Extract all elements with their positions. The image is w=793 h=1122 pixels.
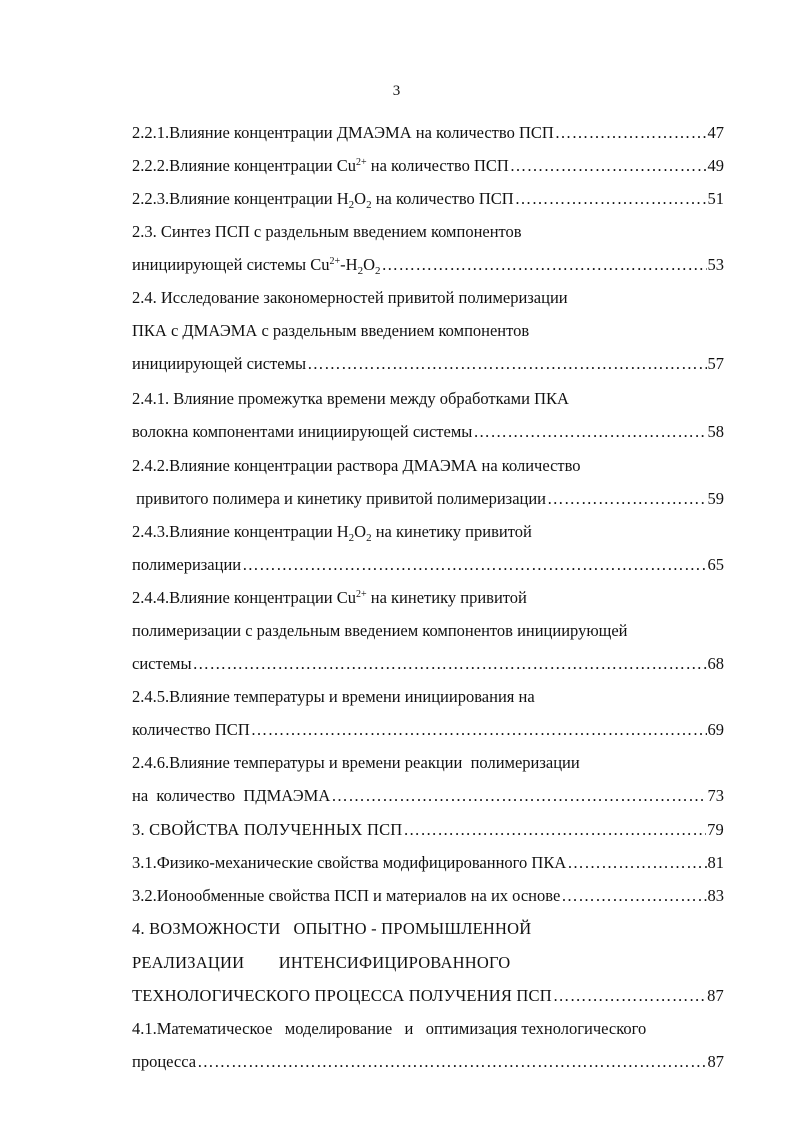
leader-dots	[510, 156, 707, 176]
toc-entry-2-4-1-line1: 2.4.1. Влияние промежутка времени между обработками ПКА	[132, 389, 569, 408]
entry-page: 81	[707, 853, 724, 872]
entry-title: инициирующей системы $Cu^{2+}-H_2O_2$	[132, 255, 381, 277]
entry-title: 2.2.2.Влияние концентрации $Cu^{2+}$ на количество ПСП	[132, 156, 509, 175]
entry-page: 69	[707, 720, 724, 739]
leader-dots	[555, 123, 707, 143]
toc-entry-2-2-3	[132, 189, 724, 211]
toc-entry-2-4-2-line2	[132, 489, 724, 509]
toc-entry-4-1-line2	[132, 1052, 724, 1072]
toc-entry-3-1	[132, 853, 724, 873]
superscript: 2+	[356, 157, 367, 168]
leader-dots	[547, 489, 706, 509]
page-number: 3	[392, 83, 401, 99]
entry-title: 3. СВОЙСТВА ПОЛУЧЕННЫХ ПСП	[132, 820, 403, 839]
toc-entry-2-4-1-line2	[132, 422, 724, 442]
entry-title: волокна компонентами инициирующей системы	[132, 422, 473, 441]
entry-title: 3.2.Ионообменные свойства ПСП и материалов на их основе	[132, 886, 561, 905]
leader-dots	[193, 654, 707, 674]
entry-title: инициирующей системы	[132, 354, 307, 373]
entry-page: 49	[707, 156, 724, 175]
entry-title: привитого полимера и кинетику привитой полимеризации	[132, 489, 547, 508]
toc-entry-2-4-3-line1: 2.4.3.Влияние концентрации $H_2O_2$ на кинетику привитой	[132, 522, 532, 544]
leader-dots	[567, 853, 706, 873]
leader-dots	[561, 886, 706, 906]
toc-entry-2-4-4-line3	[132, 654, 724, 674]
toc-entry-2-4-5-line1: 2.4.5.Влияние температуры и времени инициирования на	[132, 687, 535, 706]
toc-entry-2-4-3-line2	[132, 555, 724, 575]
toc-entry-2-4-4-line2: полимеризации с раздельным введением компонентов инициирующей	[132, 621, 628, 640]
toc-entry-4-line3	[132, 986, 724, 1006]
entry-page: 51	[707, 189, 724, 208]
toc-entry-2-4-line2: ПКА с ДМАЭМА с раздельным введением компонентов	[132, 321, 530, 340]
toc-entry-4-line1: 4. ВОЗМОЖНОСТИ ОПЫТНО - ПРОМЫШЛЕННОЙ	[132, 919, 532, 938]
toc-entry-3	[132, 820, 724, 840]
leader-dots	[331, 786, 706, 806]
toc-entry-2-4-4-line1: 2.4.4.Влияние концентрации $Cu^{2+}$ на кинетику привитой	[132, 588, 527, 607]
leader-dots	[473, 422, 706, 442]
toc-entry-2-4-6-line1: 2.4.6.Влияние температуры и времени реакции полимеризации	[132, 753, 580, 772]
toc-entry-3-2	[132, 886, 724, 906]
entry-title: 2.2.3.Влияние концентрации $H_2O_2$ на количество ПСП	[132, 189, 514, 211]
leader-dots	[553, 986, 706, 1006]
entry-page: 68	[707, 654, 724, 673]
entry-page: 53	[707, 255, 724, 274]
toc-entry-2-3-line2	[132, 255, 724, 277]
entry-title: 3.1.Физико-механические свойства модифицированного ПКА	[132, 853, 567, 872]
leader-dots	[307, 354, 706, 374]
toc-entry-4-line2: РЕАЛИЗАЦИИ ИНТЕНСИФИЦИРОВАННОГО	[132, 953, 511, 972]
entry-title: полимеризации	[132, 555, 242, 574]
leader-dots	[242, 555, 706, 575]
entry-page: 65	[707, 555, 724, 574]
entry-title: 2.2.1.Влияние концентрации ДМАЭМА на количество ПСП	[132, 123, 554, 142]
entry-page: 58	[707, 422, 724, 441]
toc-entry-4-1-line1: 4.1.Математическое моделирование и оптимизация технологического	[132, 1019, 647, 1038]
toc-entry-2-3-line1: 2.3. Синтез ПСП с раздельным введением компонентов	[132, 222, 522, 241]
entry-page: 47	[707, 123, 724, 142]
entry-title: на количество ПДМАЭМА	[132, 786, 331, 805]
entry-title: процесса	[132, 1052, 197, 1071]
entry-title: количество ПСП	[132, 720, 250, 739]
leader-dots	[515, 189, 707, 209]
entry-page: 87	[707, 1052, 724, 1071]
entry-page: 57	[707, 354, 724, 373]
toc-entry-2-4-5-line2	[132, 720, 724, 740]
leader-dots	[251, 720, 707, 740]
entry-page: 83	[707, 886, 724, 905]
entry-page: 59	[707, 489, 724, 508]
entry-page: 79	[707, 820, 724, 839]
leader-dots	[403, 820, 706, 840]
toc-entry-2-4-2-line1: 2.4.2.Влияние концентрации раствора ДМАЭМА на количество	[132, 456, 581, 475]
toc-entry-2-2-2	[132, 156, 724, 176]
leader-dots	[197, 1052, 706, 1072]
entry-title: ТЕХНОЛОГИЧЕСКОГО ПРОЦЕССА ПОЛУЧЕНИЯ ПСП	[132, 986, 552, 1005]
toc-entry-2-2-1	[132, 123, 724, 143]
entry-page: 73	[707, 786, 724, 805]
leader-dots	[381, 255, 706, 275]
entry-page: 87	[707, 986, 724, 1005]
entry-title: системы	[132, 654, 192, 673]
toc-entry-2-4-6-line2	[132, 786, 724, 806]
toc-entry-2-4-line1: 2.4. Исследование закономерностей привитой полимеризации	[132, 288, 568, 307]
toc-entry-2-4-line3	[132, 354, 724, 374]
